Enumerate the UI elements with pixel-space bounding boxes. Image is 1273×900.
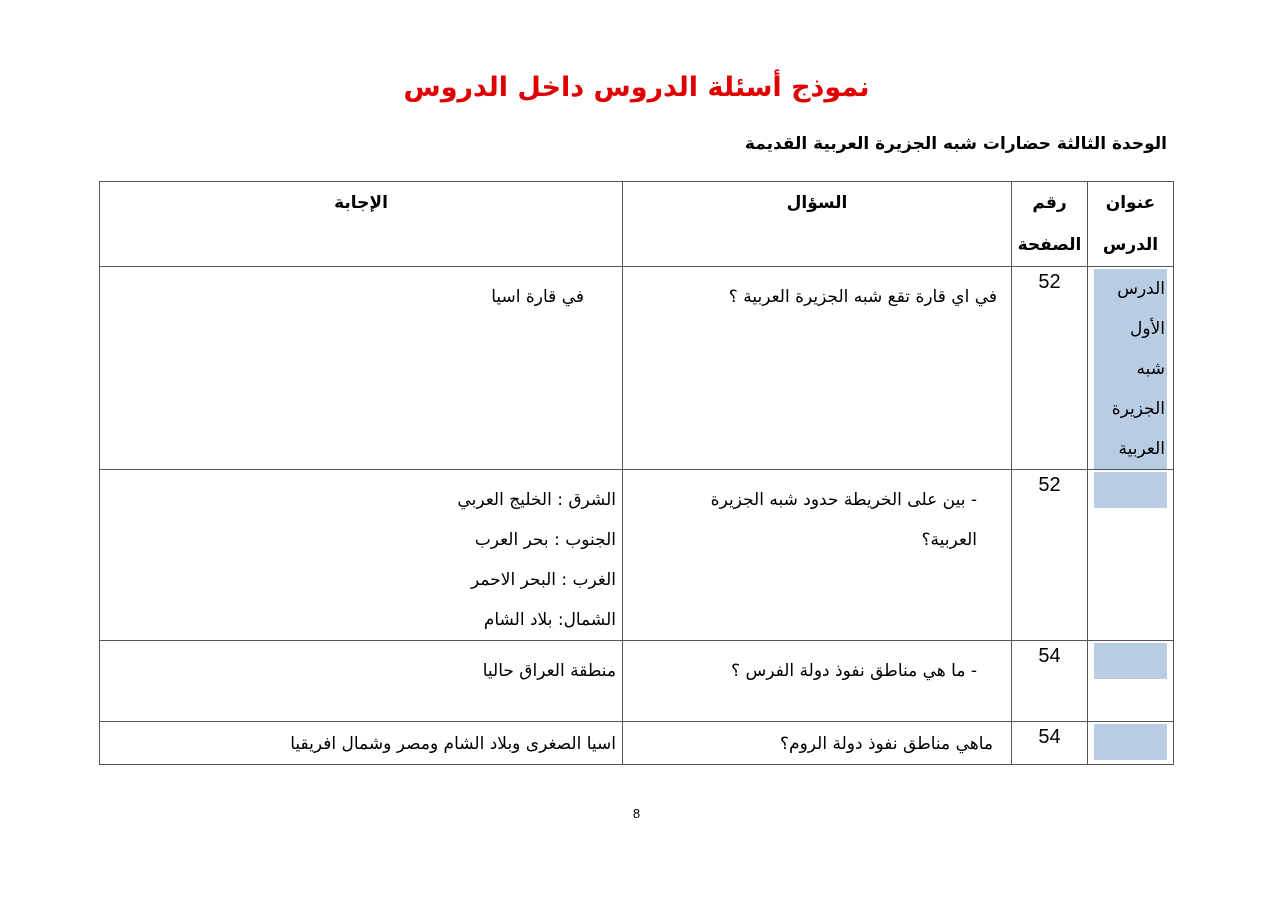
lesson-title: الدرس الأول شبه الجزيرة العربية [1094,269,1167,469]
header-question: السؤال [623,182,1012,267]
page-cell: 52 [1012,267,1088,470]
answer-cell: اسيا الصغرى وبلاد الشام ومصر وشمال افريقيا [100,722,623,765]
header-page-number: رقم الصفحة [1012,182,1088,267]
lesson-cell [1088,722,1174,765]
question-cell: في اي قارة تقع شبه الجزيرة العربية ؟ [623,267,1012,470]
table-row [100,267,1174,470]
page-cell: 54 [1012,641,1088,722]
table-row [100,641,1174,722]
lesson-cell [1088,470,1174,641]
lesson-cell [1088,641,1174,722]
header-answer: الإجابة [100,182,623,267]
questions-table [99,181,1174,765]
answer-cell: منطقة العراق حاليا [100,641,623,722]
question-cell: ماهي مناطق نفوذ دولة الروم؟ [623,722,1012,765]
page-number: 8 [632,806,641,821]
page-title: نموذج أسئلة الدروس داخل الدروس [403,72,870,103]
lesson-highlight [1094,724,1167,760]
page-cell: 54 [1012,722,1088,765]
header-lesson-title: عنوان الدرس [1088,182,1174,267]
answer-cell: في قارة اسيا [100,267,623,470]
table-header-row [100,182,1174,267]
table-row [100,470,1174,641]
lesson-highlight [1094,643,1167,679]
unit-heading: الوحدة الثالثة حضارات شبه الجزيرة العربية القديمة [744,134,1167,154]
page-cell: 52 [1012,470,1088,641]
table-row [100,722,1174,765]
lesson-highlight [1094,472,1167,508]
lesson-cell [1088,267,1174,470]
question-cell: - ما هي مناطق نفوذ دولة الفرس ؟ [623,641,1012,722]
question-cell: - بين على الخريطة حدود شبه الجزيرة العربية؟ [623,470,1012,641]
answer-cell: الشرق : الخليج العربي الجنوب : بحر العرب الغرب : البحر الاحمر الشمال: بلاد الشام [100,470,623,641]
